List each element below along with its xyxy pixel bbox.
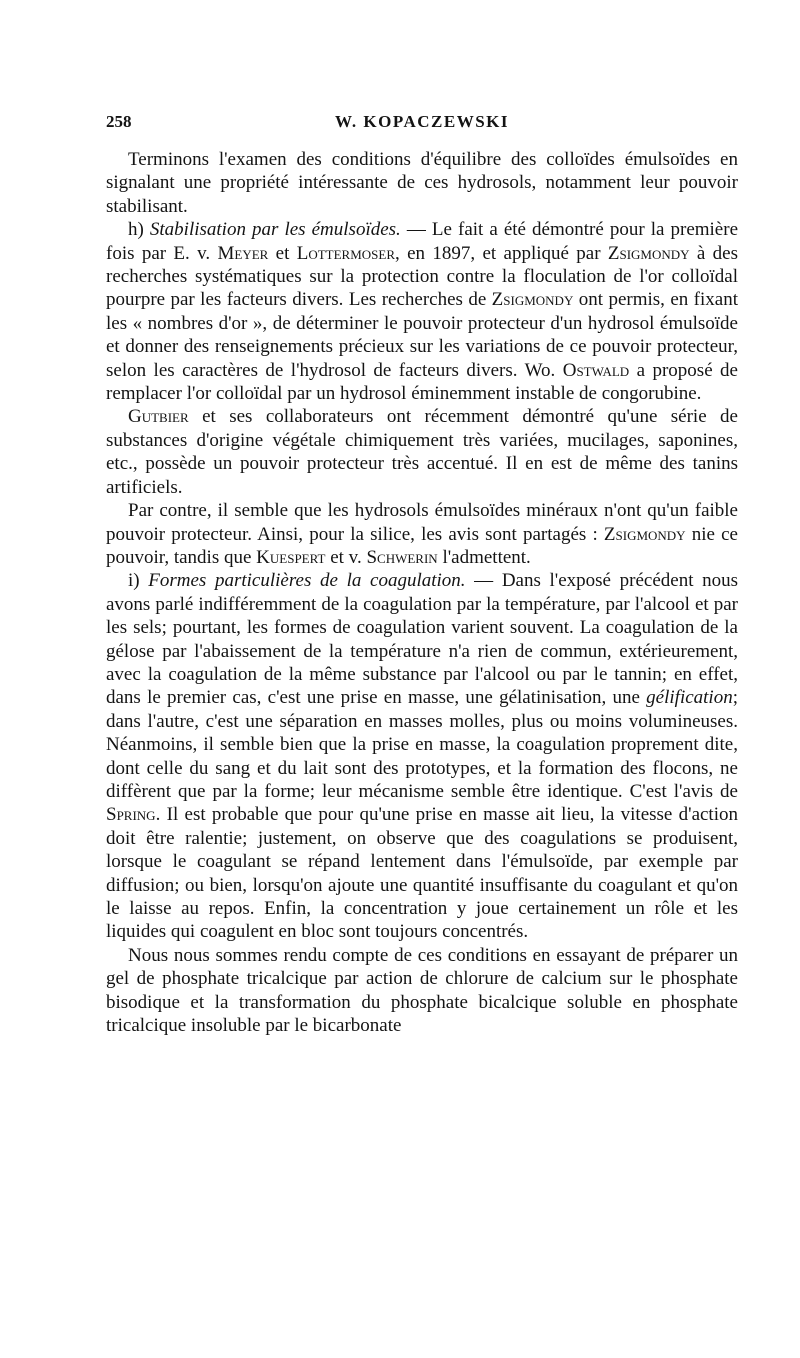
text-run: l'admettent. — [437, 546, 531, 568]
italic-phrase: Stabilisation par les émulsoïdes. — [149, 219, 401, 241]
author-name: Zsigmondy — [491, 289, 574, 311]
text-run: et ses collaborateurs ont récemment démontré qu'une série de substances d'origine végétale chimiquement très variées, mucilages, saponines, etc., possède un pouvoir protecteur très accentué. Il en est de même des tanins artificiels. — [106, 406, 738, 498]
text-run: nie ce pouvoir, tandis que — [106, 523, 738, 568]
body-text — [106, 148, 738, 1037]
text-run: . Il est probable que pour qu'une prise en masse ait lieu, la vitesse d'action doit être ralentie; justement, on observe que des coagulations se produisent, lorsque le coagulant se répand lentement dans l'émulsoïde, par exemple par diffusion; ou bien, lorsqu'on ajoute une quantité insuffisante du coagulant et qu'on le laisse au repos. Enfin, la concentration y joue certainement un rôle et les liquides qui coagulent en bloc sont toujours concentrés. — [106, 804, 738, 943]
text-run: et — [268, 242, 297, 264]
italic-phrase: gélification — [646, 687, 733, 709]
text-run: et v. — [325, 546, 367, 568]
author-name: Lottermoser — [296, 242, 396, 264]
page-header — [106, 112, 738, 136]
author-name: Schwerin — [366, 546, 438, 568]
text-run: ont permis, en fixant les « nombres d'or », de déterminer le pouvoir protecteur d'un hydrosol émulsoïde et donner des renseignements précieux sur les variations de ce pouvoir protecteur, selon les caractères de l'hydrosol de facteurs divers. Wo. — [106, 289, 738, 381]
paragraph-phosphate-gel — [106, 944, 738, 1038]
author-name: Kuespert — [256, 546, 326, 568]
italic-phrase: Formes particulières de la coagulation. — [148, 570, 466, 592]
author-name: Gutbier — [128, 406, 189, 428]
author-name: Zsigmondy — [603, 523, 686, 545]
author-name: Meyer — [217, 242, 269, 264]
text-run: ; dans l'autre, c'est une séparation en masses molles, plus ou moins volumineuses. Néanmoins, il semble bien que la prise en masse, la coagulation proprement dite, dont celle du sang et du lait sont des prototypes, et la formation des flocons, ne diffèrent que par la forme; leur mécanisme semble être identique. C'est l'avis de — [106, 687, 738, 802]
text-run: à des recherches systématiques sur la protection contre la floculation de l'or colloïdal pourpre par les facteurs divers. Les recherches de — [106, 242, 738, 311]
paragraph-stabilisation — [106, 218, 738, 405]
text-run: Par contre, il semble que les hydrosols émulsoïdes minéraux n'ont qu'un faible pouvoir protecteur. Ainsi, pour la silice, les avis sont partagés : — [106, 500, 738, 545]
text-run: i) — [128, 570, 149, 592]
paragraph-gutbier — [106, 405, 738, 499]
paragraph-coagulation-forms — [106, 569, 738, 944]
author-name: Spring — [106, 804, 156, 826]
page-number: 258 — [106, 112, 132, 131]
author-name: Ostwald — [562, 359, 630, 381]
text-run: — Le fait a été démontré pour la première fois par E. v. — [106, 219, 738, 264]
paragraph-mineral-hydrosols — [106, 499, 738, 569]
paragraph-intro — [106, 148, 738, 218]
author-name: Zsigmondy — [607, 242, 690, 264]
text-run: a proposé de remplacer l'or colloïdal par un hydrosol éminemment instable de congorubine. — [106, 359, 738, 405]
running-head: W. KOPACZEWSKI — [334, 112, 510, 131]
text-run: h) — [128, 219, 150, 241]
text-run: , en 1897, et appliqué par — [395, 242, 608, 264]
text-run: Nous nous sommes rendu compte de ces conditions en essayant de préparer un gel de phosphate tricalcique par action de chlorure de calcium sur le phosphate bisodique et la transformation du phosphate bicalcique soluble en phosphate tricalcique insoluble par le bicarbonate — [106, 944, 738, 1037]
text-run: Terminons l'examen des conditions d'équilibre des colloïdes émulsoïdes en signalant une propriété intéressante de ces hydrosols, notamment leur pouvoir stabilisant. — [106, 149, 738, 217]
text-run: — Dans l'exposé précédent nous avons parlé indifféremment de la coagulation par la température, par l'alcool et par les sels; pourtant, les formes de coagulation varient souvent. La coagulation de la gélose par l'abaissement de la température n'a rien de commun, extérieurement, avec la coagulation de la même substance par l'alcool ou par le tannin; en effet, dans le premier cas, c'est une prise en masse, une gélatinisation, une — [106, 570, 739, 709]
